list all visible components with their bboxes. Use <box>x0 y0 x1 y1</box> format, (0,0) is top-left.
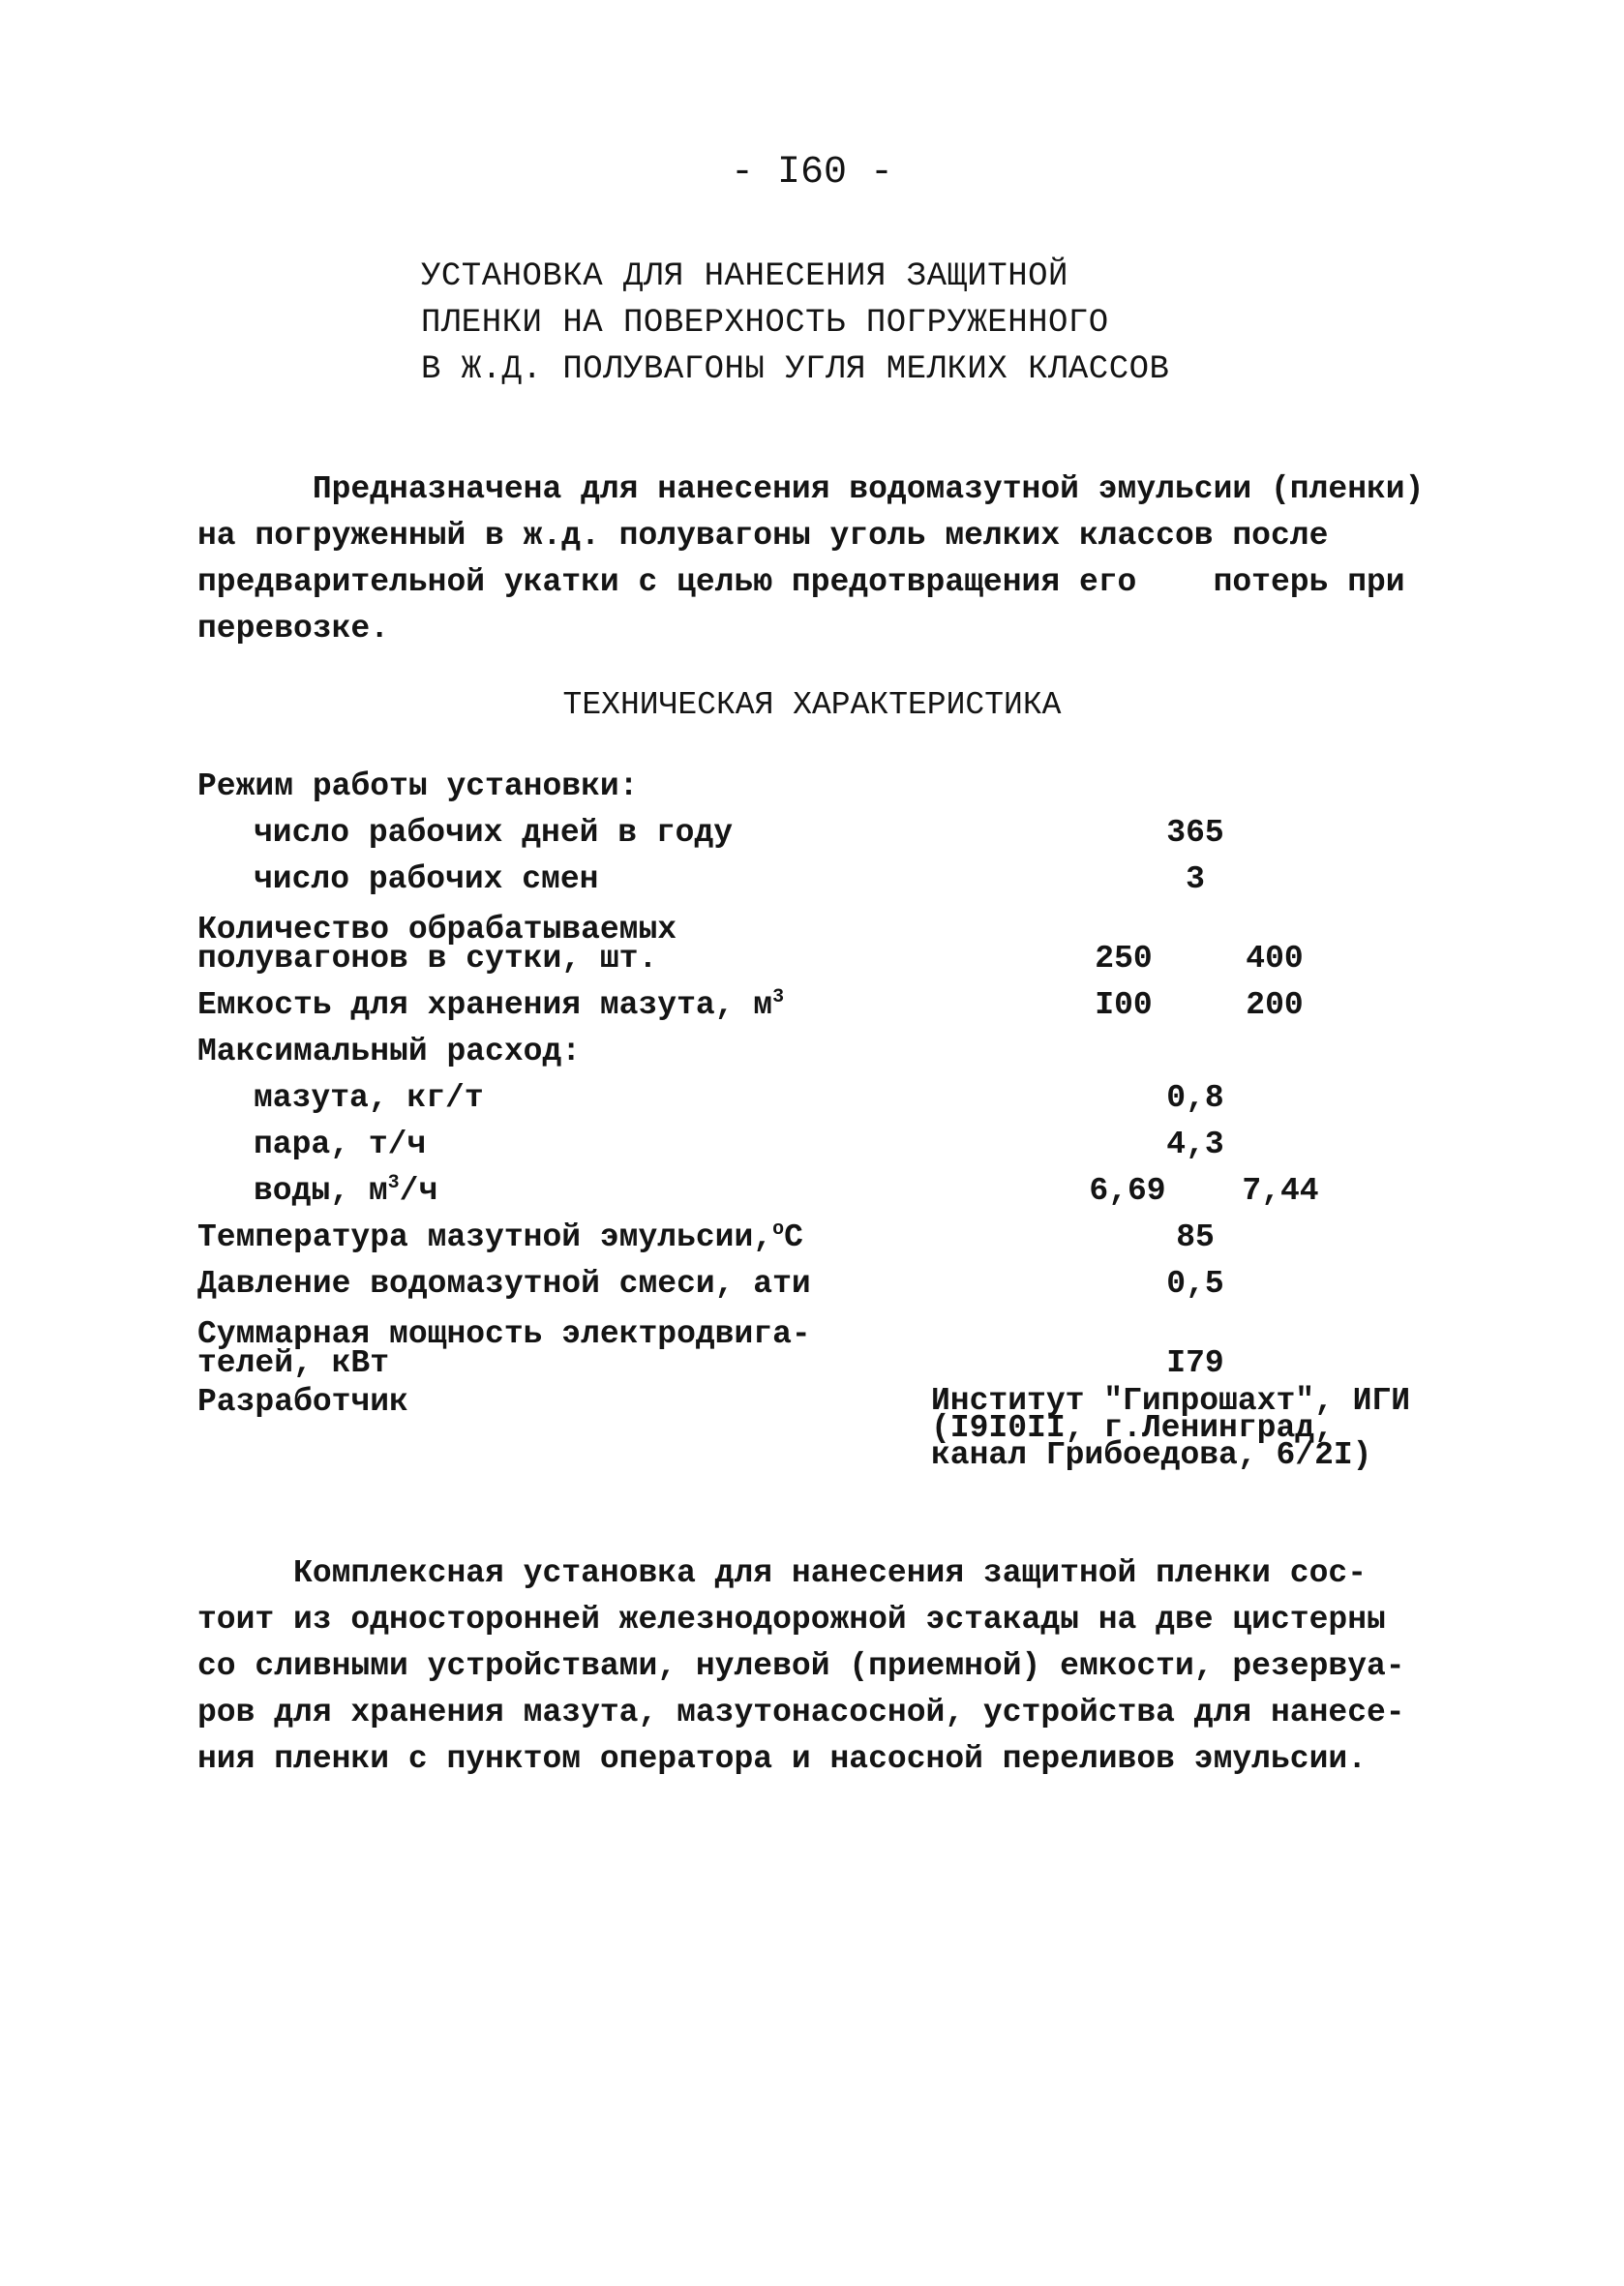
power-value: I79 <box>1166 1345 1224 1381</box>
unit-superscript: 3 <box>387 1172 400 1194</box>
tank-label: Емкость для хранения мазута, $м^3$ <box>197 986 785 1023</box>
steam-label: пара, т/ч <box>254 1127 427 1162</box>
title-line: В Ж.Д. ПОЛУВАГОНЫ УГЛЯ МЕЛКИХ КЛАССОВ <box>421 351 1170 388</box>
closing-line: со сливными устройствами, нулевой (приемной) емкости, резервуа- <box>197 1648 1405 1684</box>
wagons-value-min: 250 <box>1095 941 1153 977</box>
page-number: - I60 - <box>730 151 894 195</box>
days-label: число рабочих дней в году <box>254 815 734 851</box>
closing-paragraph <box>197 1550 1436 1783</box>
tank-value-max: 200 <box>1246 987 1304 1023</box>
title-line: ПЛЕНКИ НА ПОВЕРХНОСТЬ ПОГРУЖЕННОГО <box>421 305 1109 342</box>
fuel-label: мазута, кг/т <box>254 1080 484 1116</box>
spec-heading: ТЕХНИЧЕСКАЯ ХАРАКТЕРИСТИКА <box>562 687 1062 723</box>
temperature-label: Температура мазутной эмульсии,$^о$С <box>197 1218 803 1255</box>
shifts-value: 3 <box>1186 861 1205 897</box>
developer-line: (I9I0II, г.Ленинград, <box>931 1410 1334 1446</box>
pressure-label: Давление водомазутной смеси, ати <box>197 1266 811 1302</box>
intro-line: на погруженный в ж.д. полувагоны уголь мелких классов после <box>197 518 1329 554</box>
intro-line: перевозке. <box>197 611 390 647</box>
flow-label: Максимальный расход: <box>197 1034 582 1069</box>
developer-label: Разработчик <box>197 1384 408 1420</box>
wagons-label-line1: Количество обрабатываемых <box>197 912 677 947</box>
closing-line: ров для хранения мазута, мазутонасосной, устройства для нанесе- <box>197 1695 1405 1730</box>
days-value: 365 <box>1166 815 1224 851</box>
intro-line: Предназначена для нанесения водомазутной эмульсии (пленки) <box>197 471 1425 507</box>
water-value-min: 6,69 <box>1089 1173 1166 1209</box>
wagons-value-max: 400 <box>1246 941 1304 977</box>
steam-value: 4,3 <box>1166 1127 1224 1162</box>
intro-line: предварительной укатки с целью предотвращения его потерь при <box>197 564 1405 600</box>
title-line: УСТАНОВКА ДЛЯ НАНЕСЕНИЯ ЗАЩИТНОЙ <box>421 258 1068 295</box>
power-label-line1: Суммарная мощность электродвига- <box>197 1316 811 1352</box>
document-title <box>421 254 1169 393</box>
temperature-value: 85 <box>1176 1219 1215 1255</box>
mode-label: Режим работы установки: <box>197 768 639 804</box>
closing-line: Комплексная установка для нанесения защитной пленки сос- <box>197 1555 1367 1591</box>
tank-value-min: I00 <box>1095 987 1153 1023</box>
shifts-label: число рабочих смен <box>254 861 599 897</box>
closing-line: ния пленки с пунктом оператора и насосной переливов эмульсии. <box>197 1741 1367 1777</box>
developer-line: Институт "Гипрошахт", ИГИ <box>931 1383 1411 1419</box>
water-value-max: 7,44 <box>1242 1173 1319 1209</box>
pressure-value: 0,5 <box>1166 1266 1224 1302</box>
intro-paragraph <box>197 466 1436 652</box>
degree-superscript: о <box>772 1218 785 1241</box>
developer-info <box>931 1383 1411 1473</box>
wagons-label-line2: полувагонов в сутки, шт. <box>197 941 658 977</box>
water-label: воды, $м^3/ч$ <box>254 1172 438 1209</box>
unit-superscript: 3 <box>772 986 785 1008</box>
fuel-value: 0,8 <box>1166 1080 1224 1116</box>
developer-line: канал Грибоедова, 6/2I) <box>931 1437 1372 1473</box>
power-label-line2: телей, кВт <box>197 1345 390 1381</box>
closing-line: тоит из односторонней железнодорожной эстакады на две цистерны <box>197 1602 1386 1638</box>
